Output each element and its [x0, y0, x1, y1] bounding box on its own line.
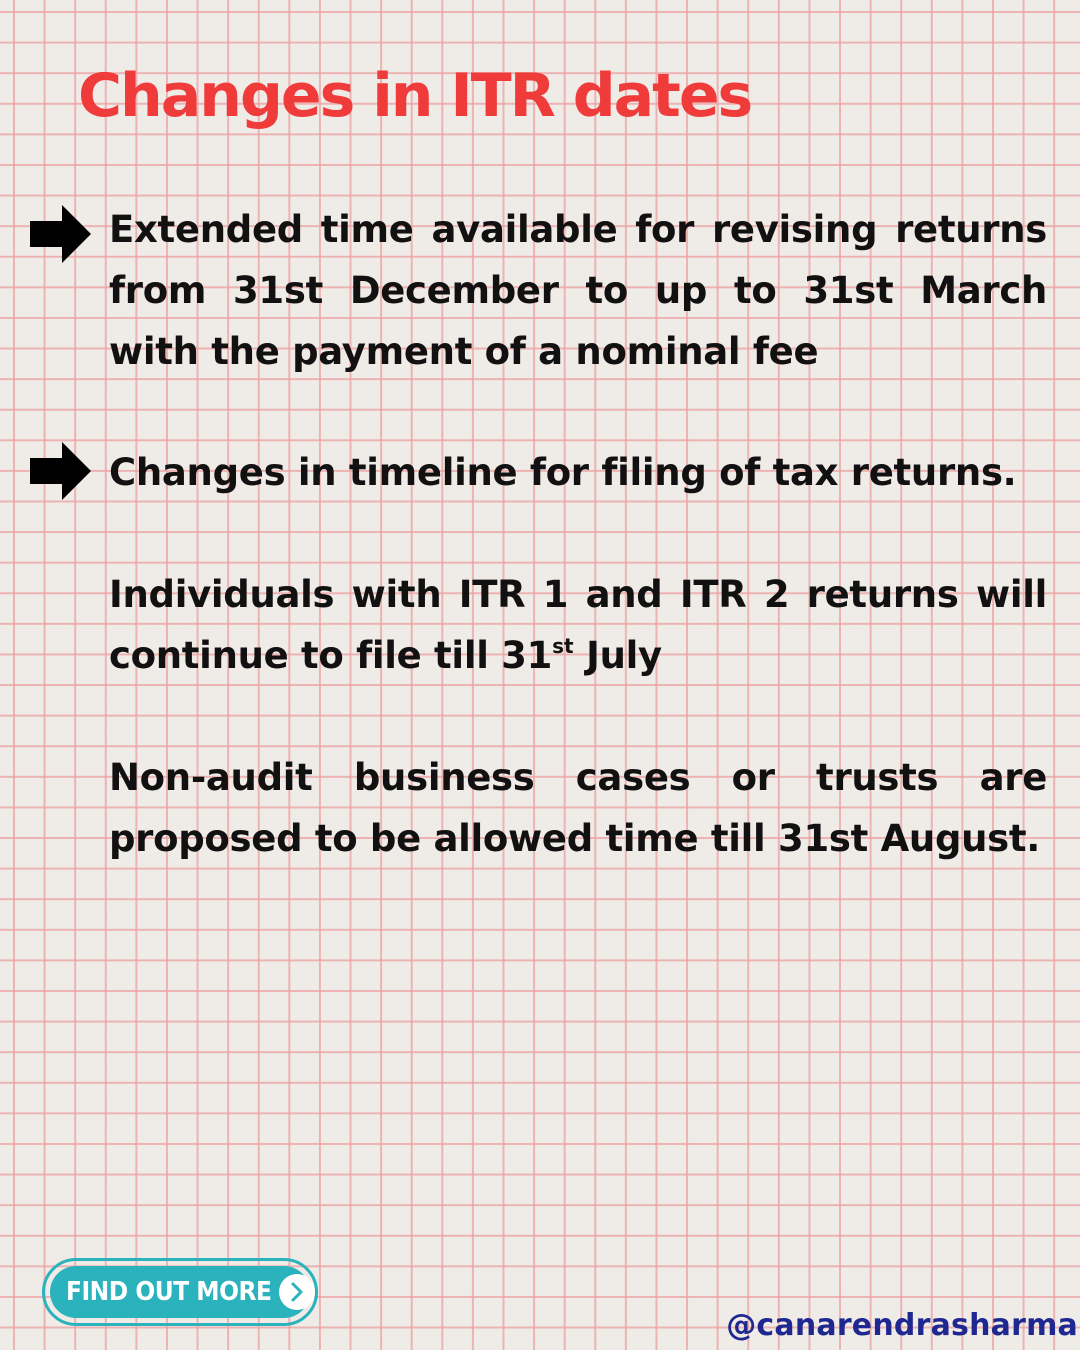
find-out-more-button[interactable]	[42, 1258, 318, 1326]
bullet-point-2: Changes in timeline for filing of tax returns.	[109, 451, 1017, 494]
ordinal-suffix: st	[552, 634, 574, 658]
bullet-point-1: Extended time available for revising returns from 31st December to up to 31st March with the payment of a nominal fee	[109, 208, 1047, 373]
detail-itr-individuals-text: Individuals with ITR 1 and ITR 2 returns will continue to file till 31	[109, 573, 1047, 677]
page-title: Changes in ITR dates	[78, 61, 752, 131]
social-handle: @canarendrasharma	[726, 1308, 1078, 1343]
detail-itr-individuals	[109, 564, 1047, 686]
detail-non-audit: Non-audit business cases or trusts are proposed to be allowed time till 31st August.	[109, 756, 1047, 860]
detail-itr-individuals-month: July	[573, 634, 662, 677]
right-arrow-icon	[28, 203, 92, 265]
find-out-more-label: FIND OUT MORE	[66, 1277, 272, 1307]
right-arrow-icon	[28, 440, 92, 502]
chevron-right-icon	[279, 1274, 315, 1310]
find-out-more-button-body[interactable]	[50, 1266, 310, 1318]
